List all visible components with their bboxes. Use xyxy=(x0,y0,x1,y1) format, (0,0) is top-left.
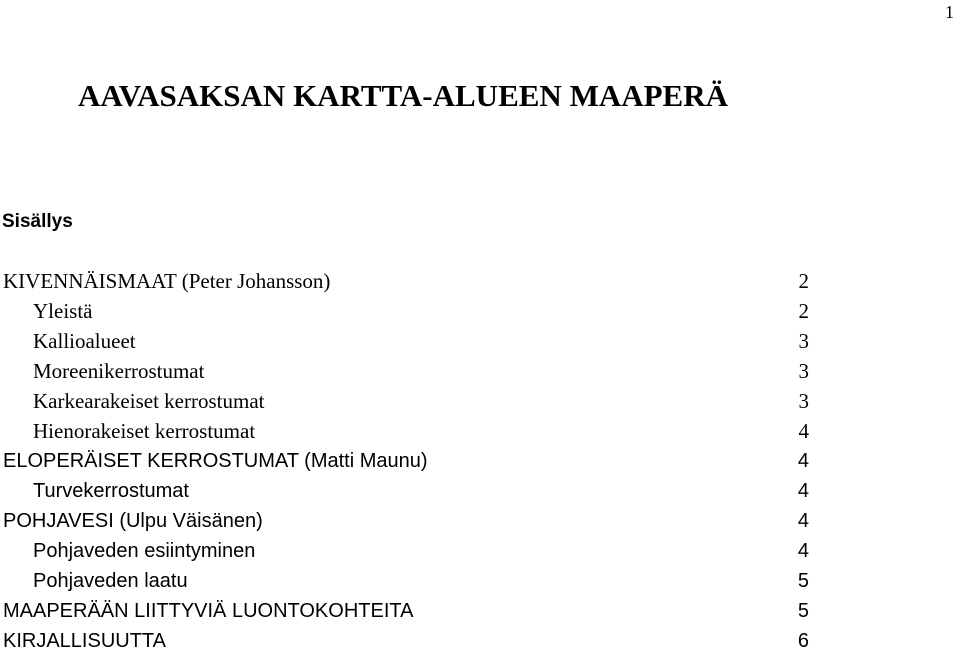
toc-entry-label: Turvekerrostumat xyxy=(33,480,189,502)
document-title: AAVASAKSAN KARTTA-ALUEEN MAAPERÄ xyxy=(78,78,728,113)
toc-entry-page: 2 xyxy=(798,299,809,323)
toc-entry[interactable] xyxy=(3,566,809,596)
toc-entry-page: 4 xyxy=(798,419,809,443)
toc-entry-page: 3 xyxy=(798,389,809,413)
toc-entry-label: Pohjaveden esiintyminen xyxy=(33,540,256,562)
toc-entry-label: Karkearakeiset kerrostumat xyxy=(33,389,265,413)
toc-entry[interactable] xyxy=(3,386,809,416)
toc-entry-label: POHJAVESI (Ulpu Väisänen) xyxy=(3,510,263,532)
toc-entry[interactable] xyxy=(3,626,809,656)
toc-entry-page: 2 xyxy=(798,269,809,293)
toc-entry-page: 4 xyxy=(797,510,809,532)
table-of-contents xyxy=(3,266,809,656)
toc-entry[interactable] xyxy=(3,476,809,506)
toc-entry-page: 4 xyxy=(797,450,809,472)
toc-entry-page: 4 xyxy=(797,540,809,562)
toc-entry[interactable] xyxy=(3,326,809,356)
toc-entry-label: KIVENNÄISMAAT (Peter Johansson) xyxy=(3,269,331,293)
toc-entry-label: Pohjaveden laatu xyxy=(33,570,188,592)
toc-entry-page: 3 xyxy=(798,359,809,383)
toc-heading: Sisällys xyxy=(2,211,73,232)
toc-entry[interactable] xyxy=(3,296,809,326)
toc-entry-label: Hienorakeiset kerrostumat xyxy=(33,419,256,443)
toc-entry[interactable] xyxy=(3,536,809,566)
toc-entry-page: 5 xyxy=(797,600,809,622)
toc-entry-page: 4 xyxy=(797,480,809,502)
toc-entry[interactable] xyxy=(3,506,809,536)
toc-entry[interactable] xyxy=(3,266,809,296)
toc-entry-label: Yleistä xyxy=(33,299,93,323)
page-number: 1 xyxy=(945,2,954,22)
toc-entry-page: 5 xyxy=(797,570,809,592)
toc-entry-label: ELOPERÄISET KERROSTUMAT (Matti Maunu) xyxy=(3,450,428,472)
toc-entry[interactable] xyxy=(3,356,809,386)
toc-entry[interactable] xyxy=(3,596,809,626)
toc-entry-label: KIRJALLISUUTTA xyxy=(3,630,166,652)
toc-entry-label: MAAPERÄÄN LIITTYVIÄ LUONTOKOHTEITA xyxy=(3,600,414,622)
toc-entry-label: Moreenikerrostumat xyxy=(33,359,205,383)
toc-entry[interactable] xyxy=(3,446,809,476)
toc-entry-label: Kallioalueet xyxy=(33,329,136,353)
toc-entry-page: 3 xyxy=(798,329,809,353)
toc-entry[interactable] xyxy=(3,416,809,446)
toc-entry-page: 6 xyxy=(797,630,809,652)
